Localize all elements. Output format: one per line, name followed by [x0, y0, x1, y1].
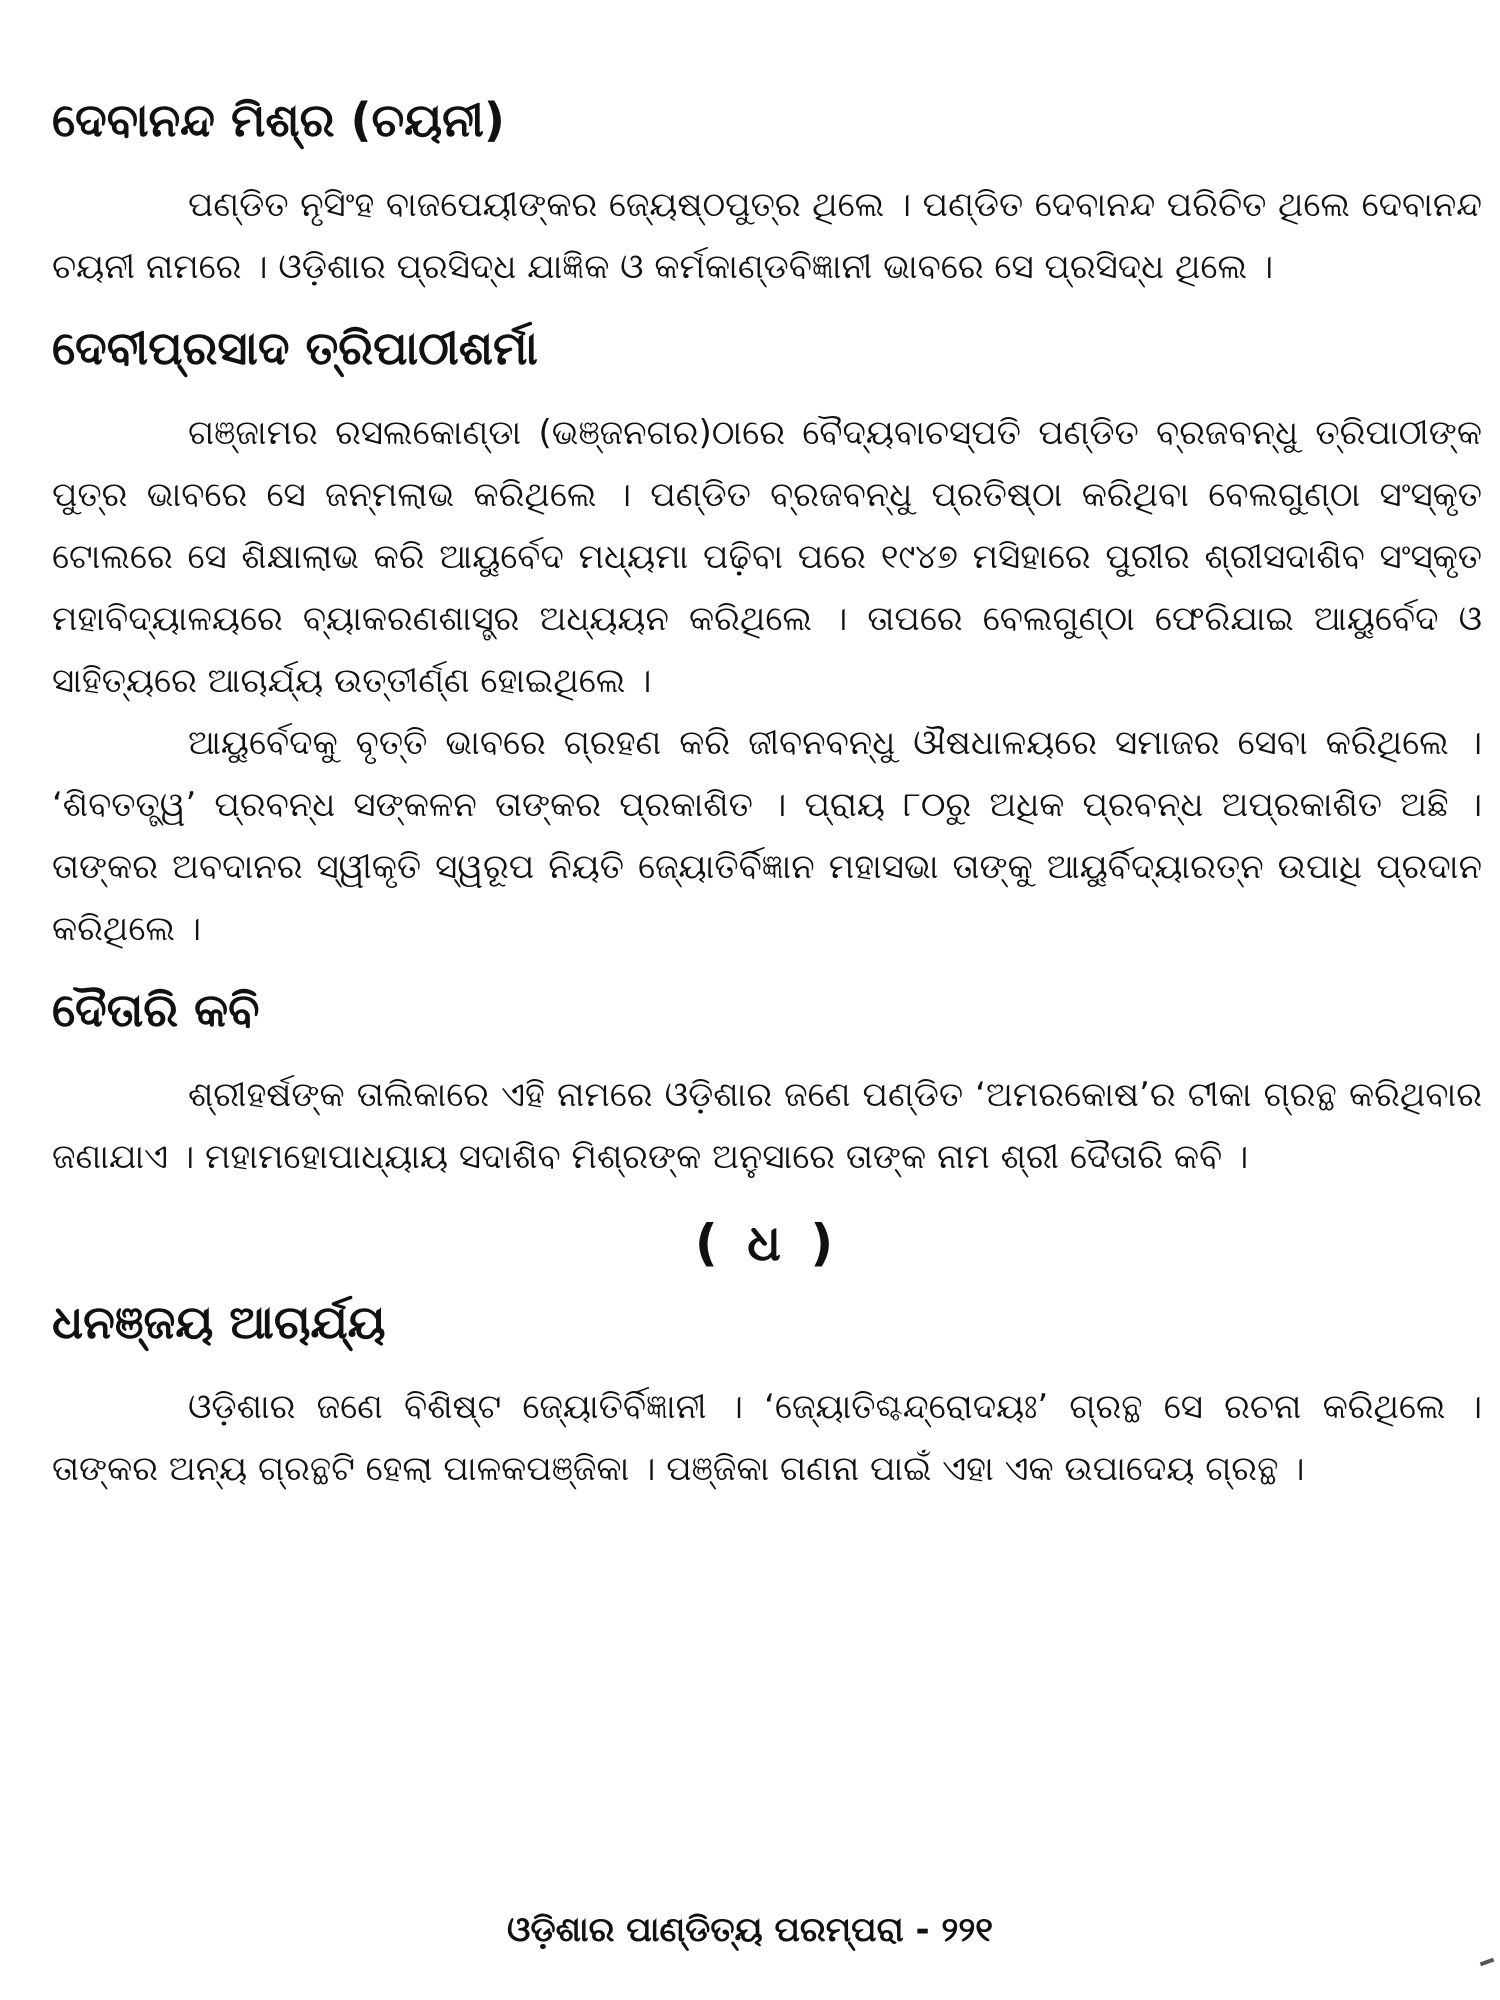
entry-debananda-mishra [52, 90, 1482, 298]
entry-paragraph: ଗଞ୍ଜାମର ରସଲକୋଣ୍ଡା (ଭଞ୍ଜନଗର)ଠାରେ ବୈଦ୍ୟବାଚସ୍ପତି ପଣ୍ଡିତ ବ୍ରଜବନ୍ଧୁ ତ୍ରିପାଠୀଙ୍କ ପୁତ୍ର ଭାବରେ ସେ ଜନ୍ମଲାଭ କରିଥିଲେ । ପଣ୍ଡିତ ବ୍ରଜବନ୍ଧୁ ପ୍ରତିଷ୍ଠା କରିଥିବା ବେଲଗୁଣ୍ଠା ସଂସ୍କୃତ ଟୋଲରେ ସେ ଶିକ୍ଷାଲାଭ କରି ଆୟୁର୍ବେଦ ମଧ୍ୟମା ପଢ଼ିବା ପରେ ୧୯୪୭ ମସିହାରେ ପୁରୀର ଶ୍ରୀସଦାଶିବ ସଂସ୍କୃତ ମହାବିଦ୍ୟାଳୟରେ ବ୍ୟାକରଣଶାସ୍ତ୍ର ଅଧ୍ୟୟନ କରିଥିଲେ । ତାପରେ ବେଲଗୁଣ୍ଠା ଫେରିଯାଇ ଆୟୁର୍ବେଦ ଓ ସାହିତ୍ୟରେ ଆଚାର୍ଯ୍ୟ ଉତ୍ତୀର୍ଣ୍ଣ ହୋଇଥିଲେ । [52, 413, 1482, 701]
entry-paragraph: ଆୟୁର୍ବେଦକୁ ବୃତ୍ତି ଭାବରେ ଗ୍ରହଣ କରି ଜୀବନବନ୍ଧୁ ଔଷଧାଳୟରେ ସମାଜର ସେବା କରିଥିଲେ । ‘ଶିବତତ୍ତ୍ୱ’ ପ୍ରବନ୍ଧ ସଙ୍କଳନ ତାଙ୍କର ପ୍ରକାଶିତ । ପ୍ରାୟ ୮୦ରୁ ଅଧିକ ପ୍ରବନ୍ଧ ଅପ୍ରକାଶିତ ଅଛି । ତାଙ୍କର ଅବଦାନର ସ୍ୱୀକୃତି ସ୍ୱରୂପ ନିୟତି ଜ୍ୟୋତିର୍ବିଜ୍ଞାନ ମହାସଭା ତାଙ୍କୁ ଆୟୁର୍ବିଦ୍ୟାରତ୍ନ ଉପାଧି ପ୍ରଦାନ କରିଥିଲେ । [52, 723, 1482, 949]
entry-daitari-kabi [52, 980, 1482, 1188]
entry-paragraph: ଶ୍ରୀହର୍ଷଙ୍କ ତାଲିକାରେ ଏହି ନାମରେ ଓଡ଼ିଶାର ଜଣେ ପଣ୍ଡିତ ‘ଅମରକୋଷ’ର ଟୀକା ଗ୍ରନ୍ଥ କରିଥିବାର ଜଣାଯାଏ । ମହାମହୋପାଧ୍ୟାୟ ସଦାଶିବ ମିଶ୍ରଙ୍କ ଅନୁସାରେ ତାଙ୍କ ନାମ ଶ୍ରୀ ଦୈତାରି କବି । [52, 1075, 1482, 1177]
entry-heading: ଧନଞ୍ଜୟ ଆଚାର୍ଯ୍ୟ [52, 1295, 386, 1349]
entry-heading: ଦେବୀପ୍ରସାଦ ତ୍ରିପାଠୀଶର୍ମା [52, 321, 538, 375]
entry-dhananjay-acharya [52, 1292, 1482, 1500]
entry-paragraph: ପଣ୍ଡିତ ନୃସିଂହ ବାଜପେୟୀଙ୍କର ଜ୍ୟେଷ୍ଠପୁତ୍ର ଥିଲେ । ପଣ୍ଡିତ ଦେବାନନ୍ଦ ପରିଚିତ ଥିଲେ ଦେବାନନ୍ଦ ଚୟନୀ ନାମରେ । ଓଡ଼ିଶାର ପ୍ରସିଦ୍ଧ ଯାଜ୍ଞିକ ଓ କର୍ମକାଣ୍ଡବିଜ୍ଞାନୀ ଭାବରେ ସେ ପ୍ରସିଦ୍ଧ ଥିଲେ । [52, 185, 1482, 287]
section-letter: ( ଧ ) [694, 1214, 840, 1272]
scan-mark [1480, 1958, 1495, 1967]
entry-heading: ଦୈତାରି କବି [52, 983, 260, 1037]
page-content [52, 90, 1482, 1520]
entry-debiprasad-tripathi [52, 318, 1482, 960]
entry-paragraph: ଓଡ଼ିଶାର ଜଣେ ବିଶିଷ୍ଟ ଜ୍ୟୋତିର୍ବିଜ୍ଞାନୀ । ‘ଜ୍ୟୋତିଶ୍ଚନ୍ଦ୍ରୋଦୟଃ’ ଗ୍ରନ୍ଥ ସେ ରଚନା କରିଥିଲେ । ତାଙ୍କର ଅନ୍ୟ ଗ୍ରନ୍ଥଟି ହେଲା ପାଳକପଞ୍ଜିକା । ପଞ୍ଜିକା ଗଣନା ପାଇଁ ଏହା ଏକ ଉପାଦେୟ ଗ୍ରନ୍ଥ । [52, 1387, 1482, 1489]
page-footer: ଓଡ଼ିଶାର ପାଣ୍ଡିତ୍ୟ ପରମ୍ପରା - ୨୨୧ [507, 1910, 993, 1950]
entry-heading: ଦେବାନନ୍ଦ ମିଶ୍ର (ଚୟନୀ) [52, 93, 505, 147]
